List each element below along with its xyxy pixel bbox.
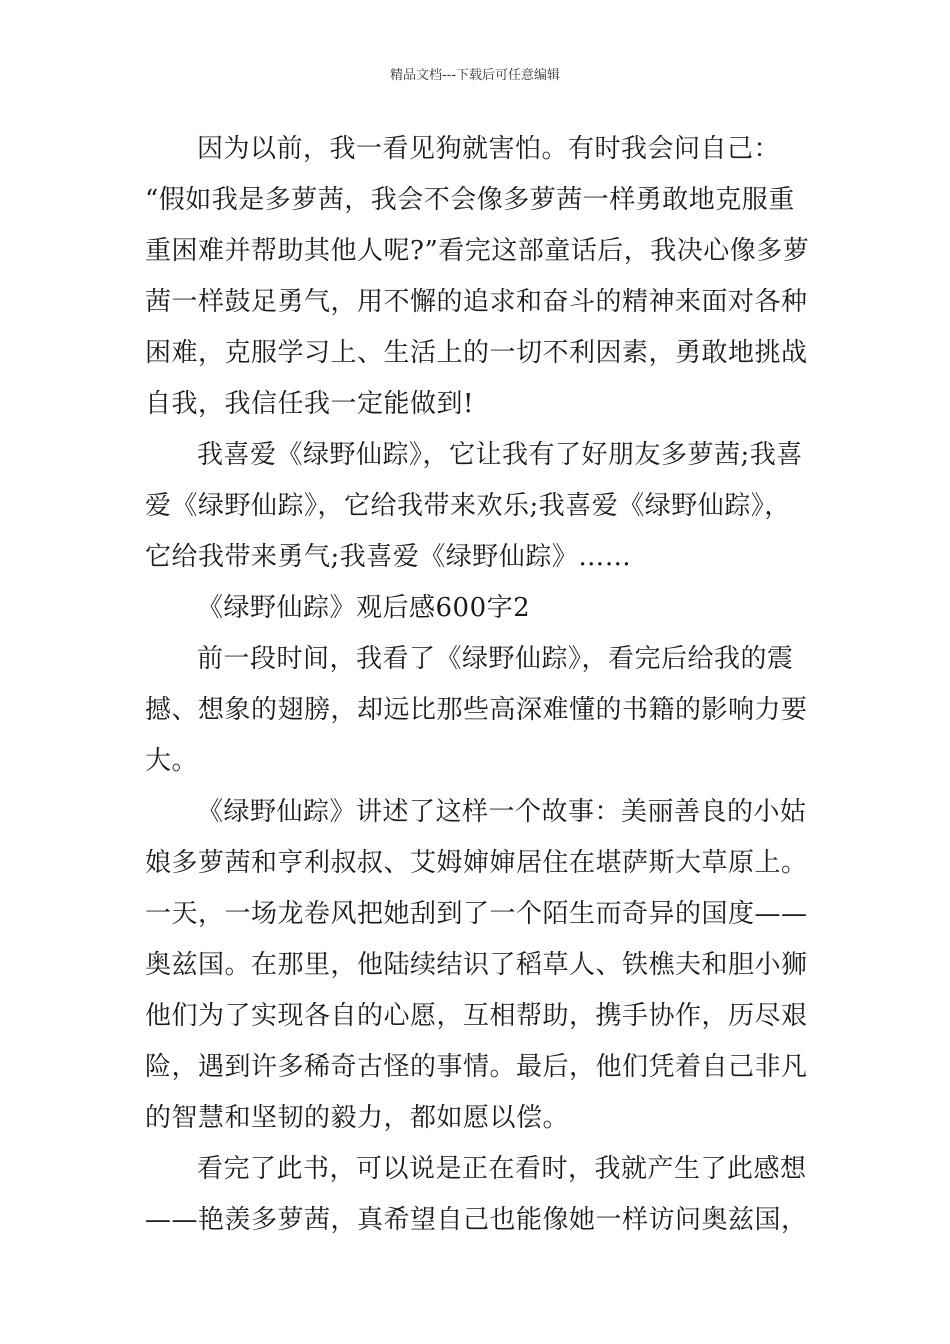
text-line: 险，遇到许多稀奇古怪的事情。最后，他们凭着自己非凡 — [145, 1052, 808, 1082]
document-body — [145, 124, 810, 1246]
text-line: 因为以前，我一看见狗就害怕。有时我会问自己： — [197, 134, 781, 164]
text-line: 他们为了实现各自的心愿，互相帮助，携手协作，历尽艰 — [145, 1001, 808, 1031]
paragraph — [145, 1144, 807, 1246]
section-title — [145, 583, 807, 634]
paragraph — [145, 634, 807, 787]
text-line: 一天，一场龙卷风把她刮到了一个陌生而奇异的国度—— — [145, 899, 808, 929]
section-title-text: 《绿野仙踪》观后感600字2 — [197, 593, 531, 623]
page-header: 精品文档---下载后可任意编辑 — [389, 68, 561, 83]
text-line: 的智慧和坚韧的毅力，都如愿以偿。 — [145, 1103, 570, 1133]
text-line: 茜一样鼓足勇气，用不懈的追求和奋斗的精神来面对各种 — [145, 287, 808, 317]
text-line: 奥兹国。在那里，他陆续结识了稻草人、铁樵夫和胆小狮 — [145, 950, 808, 980]
paragraph — [145, 430, 807, 583]
text-line: 撼、想象的翅膀，却远比那些高深难懂的书籍的影响力要 — [145, 695, 808, 725]
text-line: 大。 — [145, 746, 199, 776]
paragraph — [145, 124, 810, 430]
text-line: 《绿野仙踪》讲述了这样一个故事：美丽善良的小姑 — [197, 797, 807, 827]
text-line: ——艳羡多萝茜，真希望自己也能像她一样访问奥兹国， — [145, 1205, 808, 1235]
text-line: 重困难并帮助其他人呢?”看完这部童话后，我决心像多萝 — [145, 236, 810, 266]
text-line: 看完了此书，可以说是正在看时，我就产生了此感想 — [197, 1154, 807, 1184]
paragraph — [145, 787, 807, 1144]
text-line: 我喜爱《绿野仙踪》，它让我有了好朋友多萝茜;我喜 — [197, 440, 803, 470]
text-line: 困难，克服学习上、生活上的一切不利因素，勇敢地挑战 — [145, 338, 808, 368]
text-line: 娘多萝茜和亨利叔叔、艾姆婶婶居住在堪萨斯大草原上。 — [145, 848, 808, 878]
text-line: “假如我是多萝茜，我会不会像多萝茜一样勇敢地克服重 — [145, 185, 795, 215]
text-line: 自我，我信任我一定能做到! — [145, 389, 474, 419]
text-line: 前一段时间，我看了《绿野仙踪》，看完后给我的震 — [197, 644, 794, 674]
text-line: 爱《绿野仙踪》，它给我带来欢乐;我喜爱《绿野仙踪》， — [145, 491, 791, 521]
text-line: 它给我带来勇气;我喜爱《绿野仙踪》…… — [145, 542, 632, 572]
